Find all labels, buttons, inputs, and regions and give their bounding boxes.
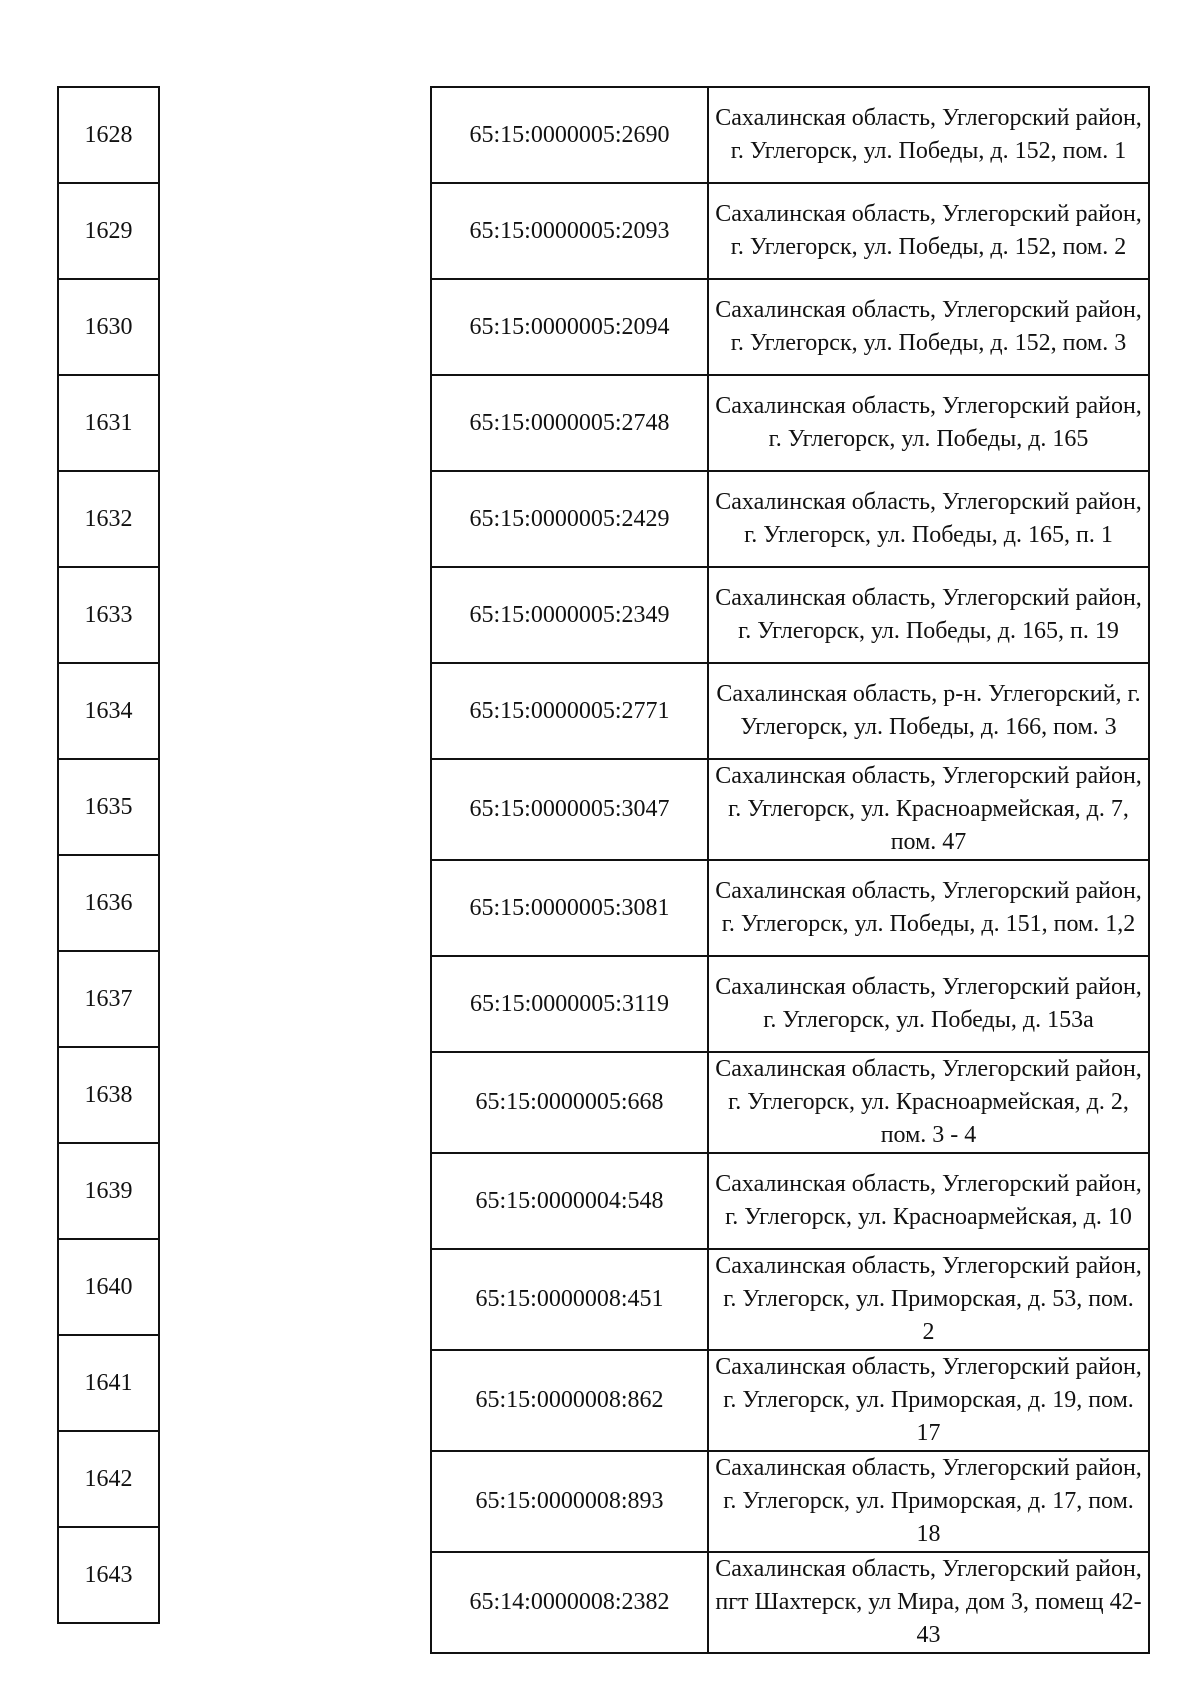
table-row: [58, 183, 159, 279]
table-row: [58, 1239, 159, 1335]
table-row: [431, 1451, 1149, 1552]
address-cell: [708, 375, 1149, 471]
row-number: 1629: [58, 183, 159, 279]
table-row: [431, 860, 1149, 956]
table-row: [431, 1350, 1149, 1451]
cadastral-number: 65:15:0000005:3047: [431, 759, 708, 860]
address-text: Сахалинская область, Углегорский район, г. Углегорск, ул. Победы, д. 165: [715, 393, 1142, 452]
table-row: [431, 1249, 1149, 1350]
table-row: [431, 375, 1149, 471]
table-row: [431, 87, 1149, 183]
address-cell: [708, 759, 1149, 860]
row-number: 1637: [58, 951, 159, 1047]
cadastral-number: 65:15:0000005:3119: [431, 956, 708, 1052]
cadastral-number: 65:15:0000005:2429: [431, 471, 708, 567]
address-cell: [708, 860, 1149, 956]
address-cell: [708, 663, 1149, 759]
table-row: [431, 1552, 1149, 1653]
row-number: 1634: [58, 663, 159, 759]
row-number: 1643: [58, 1527, 159, 1623]
cadastral-number: 65:14:0000008:2382: [431, 1552, 708, 1653]
cadastral-number: 65:15:0000005:2094: [431, 279, 708, 375]
cadastral-number: 65:15:0000005:2093: [431, 183, 708, 279]
address-text: Сахалинская область, р-н. Углегорский, г. Углегорск, ул. Победы, д. 166, пом. 3: [716, 681, 1141, 740]
table-row: [431, 183, 1149, 279]
table-row: [58, 759, 159, 855]
address-text: Сахалинская область, Углегорский район, г. Углегорск, ул. Победы, д. 152, пом. 2: [715, 201, 1142, 260]
address-cell: [708, 1451, 1149, 1552]
table-row: [58, 567, 159, 663]
table-row: [58, 1335, 159, 1431]
table-row: [431, 663, 1149, 759]
table-row: [431, 1153, 1149, 1249]
address-text: Сахалинская область, Углегорский район, г. Углегорск, ул. Победы, д. 152, пом. 1: [715, 105, 1142, 164]
table-row: [58, 1143, 159, 1239]
address-text: Сахалинская область, Углегорский район, г. Углегорск, ул. Красноармейская, д. 7, пом. 47: [715, 763, 1142, 855]
cadastral-number: 65:15:0000005:3081: [431, 860, 708, 956]
table-row: [58, 951, 159, 1047]
address-text: Сахалинская область, Углегорский район, г. Углегорск, ул. Приморская, д. 19, пом. 17: [715, 1354, 1142, 1446]
cadastral-number: 65:15:0000005:2690: [431, 87, 708, 183]
row-number: 1638: [58, 1047, 159, 1143]
row-number: 1635: [58, 759, 159, 855]
row-number: 1628: [58, 87, 159, 183]
address-cell: [708, 87, 1149, 183]
address-text: Сахалинская область, Углегорский район, г. Углегорск, ул. Победы, д. 151, пом. 1,2: [715, 878, 1142, 937]
table-row: [431, 759, 1149, 860]
address-text: Сахалинская область, Углегорский район, г. Углегорск, ул. Победы, д. 165, п. 19: [715, 585, 1142, 644]
address-cell: [708, 183, 1149, 279]
row-number: 1641: [58, 1335, 159, 1431]
address-text: Сахалинская область, Углегорский район, г. Углегорск, ул. Красноармейская, д. 2, пом. 3 - 4: [715, 1056, 1142, 1148]
row-number: 1631: [58, 375, 159, 471]
property-table: [430, 86, 1150, 1654]
address-cell: [708, 1350, 1149, 1451]
table-row: [58, 375, 159, 471]
cadastral-number: 65:15:0000008:893: [431, 1451, 708, 1552]
address-text: Сахалинская область, Углегорский район, г. Углегорск, ул. Приморская, д. 17, пом. 18: [715, 1455, 1142, 1547]
row-number: 1640: [58, 1239, 159, 1335]
address-text: Сахалинская область, Углегорский район, г. Углегорск, ул. Победы, д. 153а: [715, 974, 1142, 1033]
cadastral-number: 65:15:0000005:668: [431, 1052, 708, 1153]
address-text: Сахалинская область, Углегорский район, г. Углегорск, ул. Приморская, д. 53, пом. 2: [715, 1253, 1142, 1345]
table-row: [58, 279, 159, 375]
cadastral-number: 65:15:0000008:451: [431, 1249, 708, 1350]
address-cell: [708, 279, 1149, 375]
address-cell: [708, 1249, 1149, 1350]
cadastral-number: 65:15:0000005:2349: [431, 567, 708, 663]
address-cell: [708, 956, 1149, 1052]
table-row: [431, 956, 1149, 1052]
address-cell: [708, 1552, 1149, 1653]
cadastral-number: 65:15:0000004:548: [431, 1153, 708, 1249]
table-row: [431, 1052, 1149, 1153]
table-row: [431, 471, 1149, 567]
cadastral-number: 65:15:0000008:862: [431, 1350, 708, 1451]
table-row: [58, 855, 159, 951]
address-text: Сахалинская область, Углегорский район, г. Углегорск, ул. Победы, д. 152, пом. 3: [715, 297, 1142, 356]
address-text: Сахалинская область, Углегорский район, г. Углегорск, ул. Красноармейская, д. 10: [715, 1171, 1142, 1230]
address-cell: [708, 471, 1149, 567]
table-row: [58, 1431, 159, 1527]
table-row: [431, 279, 1149, 375]
cadastral-number: 65:15:0000005:2771: [431, 663, 708, 759]
row-number: 1630: [58, 279, 159, 375]
address-cell: [708, 1052, 1149, 1153]
address-cell: [708, 1153, 1149, 1249]
row-number: 1639: [58, 1143, 159, 1239]
table-row: [58, 1047, 159, 1143]
row-number-column: [57, 86, 160, 1624]
address-text: Сахалинская область, Углегорский район, пгт Шахтерск, ул Мира, дом 3, помещ 42-43: [715, 1556, 1142, 1648]
row-number: 1633: [58, 567, 159, 663]
row-number: 1636: [58, 855, 159, 951]
table-row: [58, 1527, 159, 1623]
table-row: [58, 471, 159, 567]
table-row: [58, 663, 159, 759]
table-row: [58, 87, 159, 183]
row-number: 1642: [58, 1431, 159, 1527]
table-row: [431, 567, 1149, 663]
address-text: Сахалинская область, Углегорский район, г. Углегорск, ул. Победы, д. 165, п. 1: [715, 489, 1142, 548]
row-number: 1632: [58, 471, 159, 567]
address-cell: [708, 567, 1149, 663]
cadastral-number: 65:15:0000005:2748: [431, 375, 708, 471]
